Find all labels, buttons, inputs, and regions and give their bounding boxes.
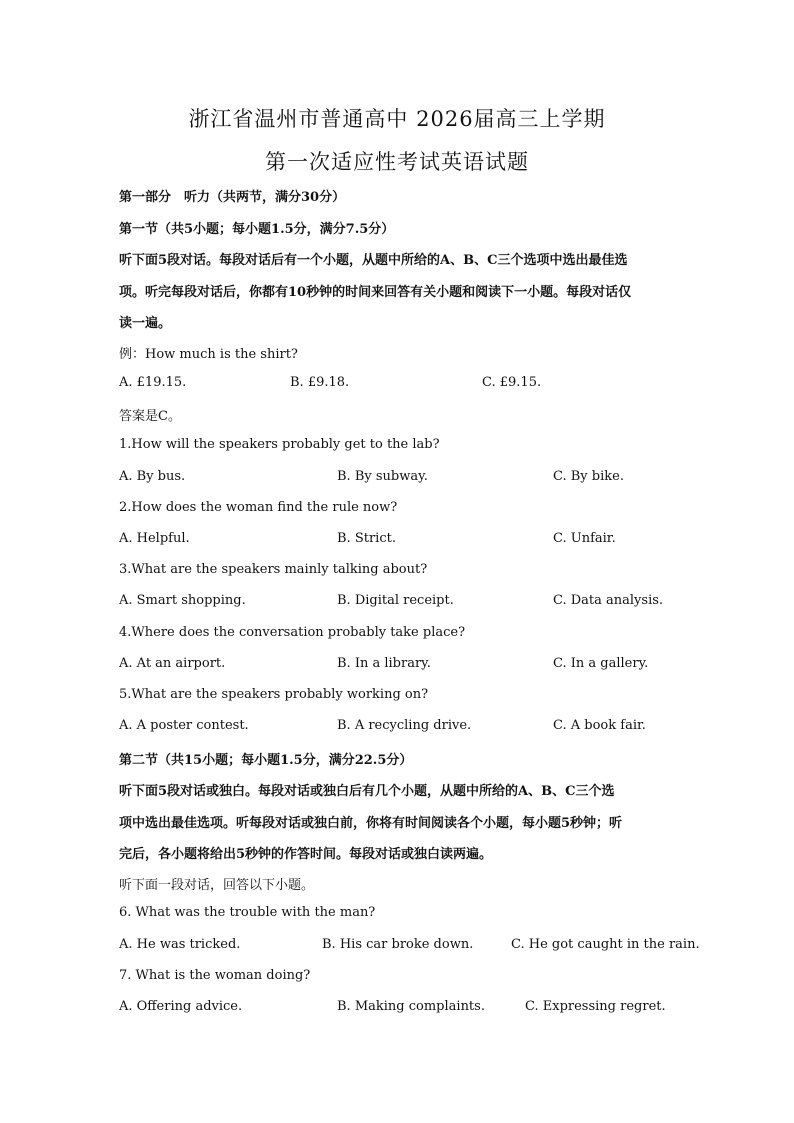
q7-option-a: A. Offering advice. [119,999,243,1014]
example-answer: 答案是C。 [119,409,181,424]
question-4: 4.Where does the conversation probably take place? [119,625,466,640]
q2-option-b: B. Strict. [337,531,396,546]
example-option-b: B. £9.18. [290,375,350,390]
q1-option-b: B. By subway. [337,469,428,484]
q7-option-c: C. Expressing regret. [525,999,666,1014]
example-option-c: C. £9.15. [482,375,542,390]
q6-option-c: C. He got caught in the rain. [511,937,700,952]
q3-option-a: A. Smart shopping. [119,593,246,608]
section2-instruction-line: 完后，各小题将给出5秒钟的作答时间。每段对话或独白读两遍。 [119,847,493,862]
q4-option-c: C. In a gallery. [553,656,649,671]
page-title: 浙江省温州市普通高中 2026届高三上学期 [188,107,606,131]
q3-option-c: C. Data analysis. [553,593,664,608]
q3-option-b: B. Digital receipt. [337,593,454,608]
section1-instruction-line: 读一遍。 [119,316,172,331]
q2-option-a: A. Helpful. [119,531,190,546]
question-1: 1.How will the speakers probably get to the lab? [119,437,440,452]
example-option-a: A. £19.15. [119,375,187,390]
q1-option-c: C. By bike. [553,469,624,484]
section1-instruction-line: 项。听完每段对话后，你都有10秒钟的时间来回答有关小题和阅读下一小题。每段对话仅 [119,285,632,300]
page-subtitle: 第一次适应性考试英语试题 [265,150,529,174]
q4-option-a: A. At an airport. [119,656,226,671]
dialogue-intro: 听下面一段对话，回答以下小题。 [119,878,315,893]
q7-option-b: B. Making complaints. [337,999,485,1014]
q5-option-c: C. A book fair. [553,718,646,733]
q4-option-b: B. In a library. [337,656,431,671]
section1-heading: 第一节（共5小题；每小题1.5分，满分7.5分） [119,222,395,237]
part1-heading: 第一部分 听力（共两节，满分30分） [119,190,346,205]
q1-option-a: A. By bus. [119,469,186,484]
section2-instruction-line: 项中选出最佳选项。听每段对话或独白前，你将有时间阅读各个小题，每小题5秒钟；听 [119,816,623,831]
question-3: 3.What are the speakers mainly talking about? [119,562,428,577]
section1-instruction-line: 听下面5段对话。每段对话后有一个小题，从题中所给的A、B、C三个选项中选出最佳选 [119,253,628,268]
section2-heading: 第二节（共15小题；每小题1.5分，满分22.5分） [119,753,413,768]
q5-option-b: B. A recycling drive. [337,718,472,733]
example-question: 例：How much is the shirt? [119,347,298,362]
q6-option-b: B. His car broke down. [322,937,474,952]
q5-option-a: A. A poster contest. [119,718,249,733]
q2-option-c: C. Unfair. [553,531,616,546]
section2-instruction-line: 听下面5段对话或独白。每段对话或独白后有几个小题，从题中所给的A、B、C三个选 [119,784,615,799]
question-7: 7. What is the woman doing? [119,968,311,983]
question-5: 5.What are the speakers probably working on? [119,687,429,702]
question-2: 2.How does the woman find the rule now? [119,500,398,515]
question-6: 6. What was the trouble with the man? [119,905,376,920]
q6-option-a: A. He was tricked. [119,937,241,952]
